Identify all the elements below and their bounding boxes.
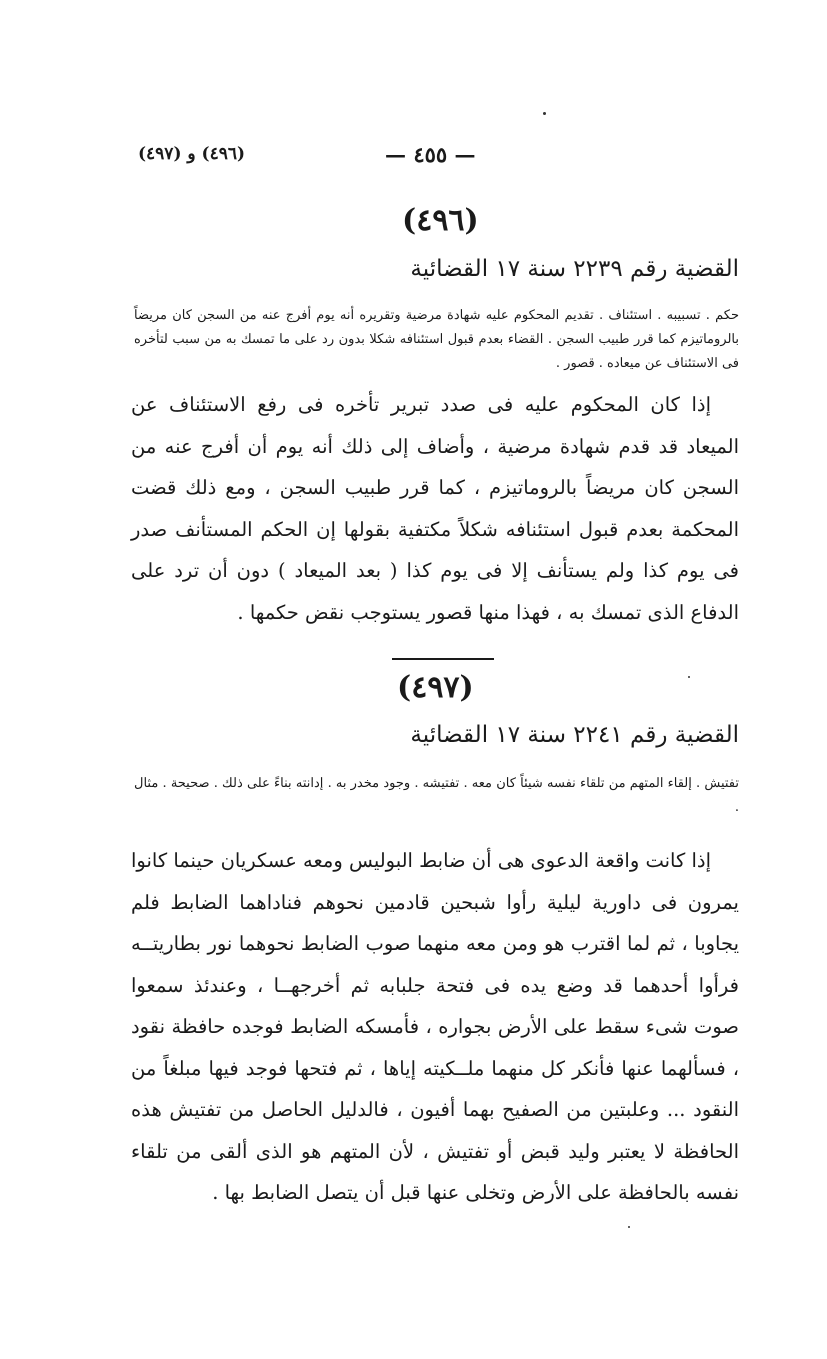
case-title: القضية رقم ٢٢٤١ سنة ١٧ القضائية (410, 722, 739, 748)
running-head (130, 140, 740, 174)
scan-speck (688, 676, 690, 678)
scan-speck (543, 112, 546, 115)
page-number: — ٤٥٥ — (385, 142, 476, 167)
case-body (131, 384, 739, 633)
case-summary: حكم . تسبيبه . استئناف . تقديم المحكوم عليه شهادة مرضية وتقريره أنه يوم أفرج عنه من السجن كان مريضاً بالروماتيزم كما قرر طبيب السجن . القضاء بعدم قبول استئنافه شكلا بدون رد على ما تمسك به من سبب لتأخره فى الاستئناف عن ميعاده . قصور . (134, 308, 739, 371)
case-title: القضية رقم ٢٢٣٩ سنة ١٧ القضائية (410, 256, 739, 282)
case-number: (٤٩٦) (402, 203, 479, 238)
case-number: (٤٩٧) (397, 670, 474, 705)
case-body-text: إذا كان المحكوم عليه فى صدد تبرير تأخره فى رفع الاستئناف عن الميعاد قد قدم شهادة مرضية ، وأضاف إلى ذلك أنه يوم أن أفرج عنه من السجن كان مريضاً بالروماتيزم ، كما قرر طبيب السجن ، ومع ذلك قضت المحكمة بعدم قبول استئنافه شكلاً مكتفية بقولها إن الحكم المستأنف صدر فى يوم كذا ولم يستأنف إلا فى يوم كذا ( بعد الميعاد ) دون أن ترد على الدفاع الذى تمسك به ، فهذا منها قصور يستوجب نقض حكمها . (131, 393, 739, 624)
case-body-text: إذا كانت واقعة الدعوى هى أن ضابط البوليس ومعه عسكريان حينما كانوا يمرون فى داورية ليلية رأوا شبحين قادمين نحوهم فناداهما الضابط فلم يجاوبا ، ثم لما اقترب هو ومن معه منهما صوب الضابط نحوهما نور بطاريتــه فرأوا أحدهما قد وضع يده فى فتحة جلبابه ثم أخرجهــا ، وعندئذ سمعوا صوت شىء سقط على الأرض بجواره ، فأمسكه الضابط فوجده حافظة نقود ، فسألهما عنها فأنكر كل منهما ملــكيته إياها ، ثم فتحها فوجد فيها مبلغاً من النقود ... وعلبتين من الصفيح بهما أفيون ، فالدليل الحاصل من تفتيش هذه الحافظة لا يعتبر وليد قبض أو تفتيش ، لأن المتهم هو الذى ألقى من تلقاء نفسه بالحافظة على الأرض وتخلى عنها قبل أن يتصل الضابط بها . (131, 849, 739, 1204)
case-body (131, 840, 739, 1214)
scan-speck (628, 1226, 630, 1228)
running-head-case-numbers: (٤٩٦) و (٤٩٧) (138, 144, 246, 164)
case-summary: تفتيش . إلقاء المتهم من تلقاء نفسه شيئاً كان معه . تفتيشه . وجود مخدر به . إدانته بناءً على ذلك . صحيحة . مثال . (134, 776, 739, 815)
section-divider (392, 658, 494, 660)
